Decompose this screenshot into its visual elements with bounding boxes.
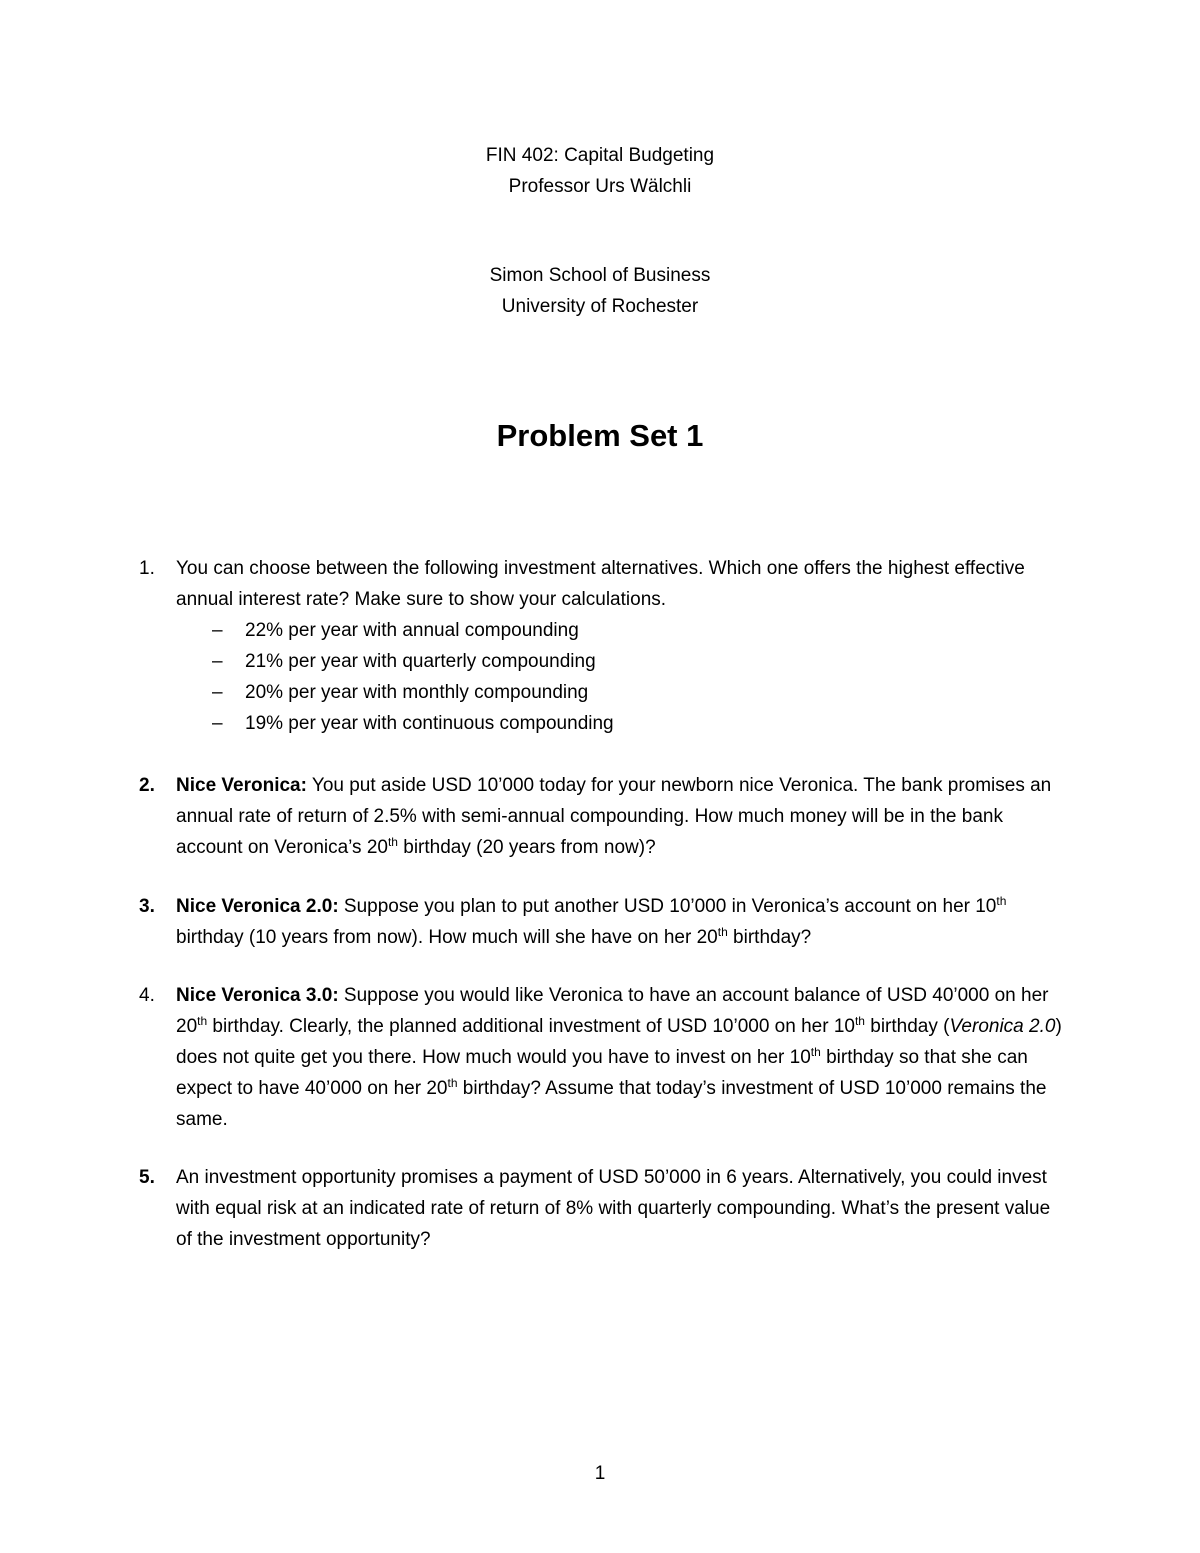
problem-number: 1. [139, 558, 155, 579]
problem-text: You can choose between the following investment alternatives. Which one offers the highest effective annual interest rate? Make sure to show your calculations. [176, 558, 1025, 610]
problem-text: Nice Veronica 3.0: Suppose you would like Veronica to have an account balance of USD 40’000 on her 20th birthday. Clearly, the planned additional investment of USD 10’000 on her 10th birthday (Veronica 2.0) does not quite get you there. How much would you have to invest on her 10th birthday so that she can expect to have 40’000 on her 20th birthday? Assume that today’s investment of USD 10’000 remains the same. [176, 985, 1062, 1130]
dash-icon: – [212, 651, 223, 672]
dash-icon: – [212, 713, 223, 734]
list-item [176, 708, 1069, 739]
page-number: 1 [594, 1463, 606, 1484]
university-name: University of Rochester [501, 296, 699, 317]
problem-text: Nice Veronica: You put aside USD 10’000 today for your newborn nice Veronica. The bank promises an annual rate of return of 2.5% with semi-annual compounding. How much money will be in the bank account on Veronica’s 20th birthday (20 years from now)? [176, 775, 1052, 858]
list-item [176, 646, 1069, 677]
italic-reference: Veronica 2.0 [949, 1016, 1056, 1037]
problem-5 [139, 1162, 1069, 1255]
problem-text: An investment opportunity promises a payment of USD 50’000 in 6 years. Alternatively, you could invest with equal risk at an indicated rate of return of 8% with quarterly compounding. What’s the present value of the investment opportunity? [176, 1167, 1051, 1250]
problem-4 [139, 980, 1069, 1135]
problem-number: 4. [139, 985, 155, 1006]
dash-icon: – [212, 682, 223, 703]
problem-lead: Nice Veronica 2.0: [176, 896, 339, 917]
bullet-text: 19% per year with continuous compounding [245, 713, 614, 734]
bullet-list [176, 615, 1069, 739]
school-name: Simon School of Business [489, 265, 711, 286]
problem-1 [139, 553, 1069, 739]
problem-2 [139, 770, 1069, 863]
course-title: FIN 402: Capital Budgeting [485, 145, 715, 166]
problem-number: 3. [139, 896, 155, 917]
problem-lead: Nice Veronica: [176, 775, 307, 796]
dash-icon: – [212, 620, 223, 641]
bullet-text: 21% per year with quarterly compounding [245, 651, 596, 672]
list-item [176, 677, 1069, 708]
bullet-text: 22% per year with annual compounding [245, 620, 579, 641]
problem-lead: Nice Veronica 3.0: [176, 985, 339, 1006]
problem-number: 5. [139, 1167, 155, 1188]
page-title: Problem Set 1 [496, 418, 704, 453]
problem-text: Nice Veronica 2.0: Suppose you plan to put another USD 10’000 in Veronica’s account on her 10th birthday (10 years from now). How much will she have on her 20th birthday? [176, 894, 1007, 948]
professor-name: Professor Urs Wälchli [508, 176, 692, 197]
problem-number: 2. [139, 775, 155, 796]
list-item [176, 615, 1069, 646]
problem-3 [139, 891, 1069, 953]
bullet-text: 20% per year with monthly compounding [245, 682, 589, 703]
